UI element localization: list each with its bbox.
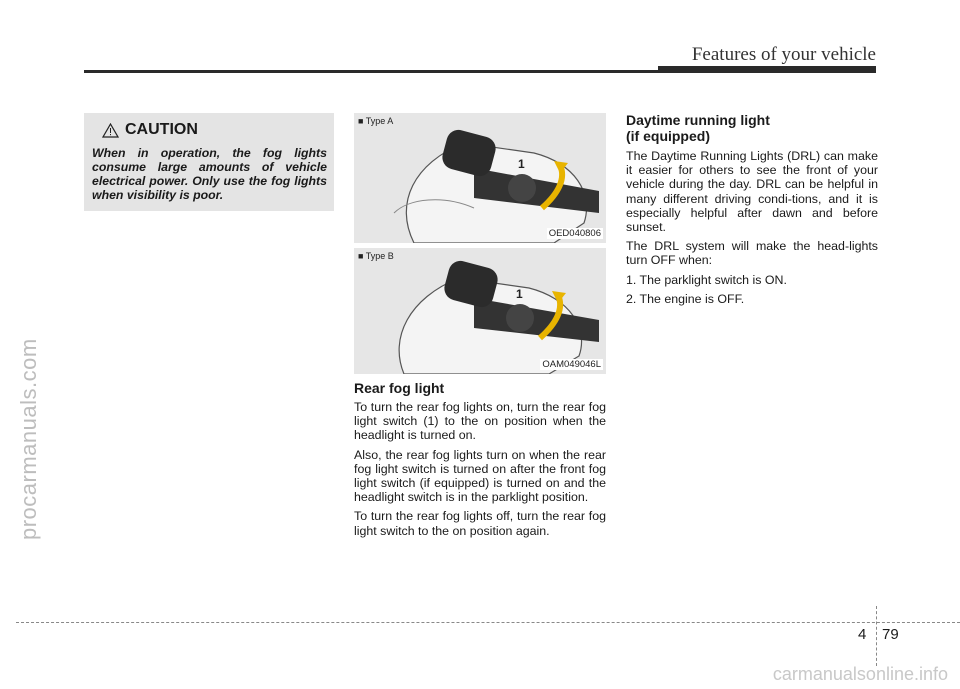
drl-list-item: 1. The parklight switch is ON. bbox=[626, 272, 787, 287]
drl-title-line1: Daytime running light bbox=[626, 112, 770, 128]
rear-fog-paragraph: To turn the rear fog lights off, turn the rear fog light switch to the on position again. bbox=[354, 509, 606, 538]
drl-paragraph: The DRL system will make the head-lights turn OFF when: bbox=[626, 239, 878, 268]
caution-box bbox=[84, 113, 334, 211]
header-rule bbox=[84, 70, 876, 73]
footer-rule bbox=[16, 622, 960, 623]
page-header-title: Features of your vehicle bbox=[691, 44, 876, 65]
figure-type-b bbox=[354, 248, 606, 374]
drl-paragraph: The Daytime Running Lights (DRL) can make it easier for others to see the front of your vehicle during the day. DRL can be helpful in many different driving condi-tions, and it is especially helpful after dawn and before sunset. bbox=[626, 149, 878, 235]
drl-title-line2: (if equipped) bbox=[626, 128, 710, 144]
drl-title bbox=[626, 112, 876, 144]
side-watermark: procarmanuals.com bbox=[16, 338, 41, 540]
bottom-watermark: carmanualsonline.info bbox=[772, 664, 948, 684]
drl-list-item: 2. The engine is OFF. bbox=[626, 291, 745, 306]
fog-switch-illustration-b bbox=[354, 248, 606, 374]
figure-b-label: ■ Type B bbox=[358, 251, 394, 261]
caution-title: CAUTION bbox=[125, 121, 198, 138]
caution-header bbox=[102, 121, 198, 139]
figure-a-label: ■ Type A bbox=[358, 116, 394, 126]
rear-fog-paragraph: Also, the rear fog lights turn on when the rear fog light switch is turned on after the front fog light switch (if equipped) is turned on and the headlight switch is in the parklight position. bbox=[354, 447, 606, 505]
figure-b-code: OAM049046L bbox=[542, 359, 601, 370]
figure-type-a bbox=[354, 113, 606, 243]
warning-triangle-icon bbox=[102, 123, 119, 138]
svg-text:1: 1 bbox=[516, 287, 523, 301]
fog-switch-illustration-a bbox=[354, 113, 606, 243]
rear-fog-title: Rear fog light bbox=[354, 380, 445, 396]
rear-fog-paragraph: To turn the rear fog lights on, turn the rear fog light switch (1) to the on position when the headlight is turned on. bbox=[354, 400, 606, 443]
caution-text: When in operation, the fog lights consume large amounts of vehicle electrical power. Only use the fog lights when visibility is poor. bbox=[92, 146, 327, 202]
chapter-number: 4 bbox=[858, 626, 867, 643]
footer-divider bbox=[876, 606, 877, 666]
page-number: 79 bbox=[882, 626, 899, 643]
drl-body bbox=[626, 149, 878, 311]
svg-text:1: 1 bbox=[518, 157, 525, 171]
rear-fog-body bbox=[354, 400, 606, 543]
figure-a-code: OED040806 bbox=[548, 228, 601, 239]
